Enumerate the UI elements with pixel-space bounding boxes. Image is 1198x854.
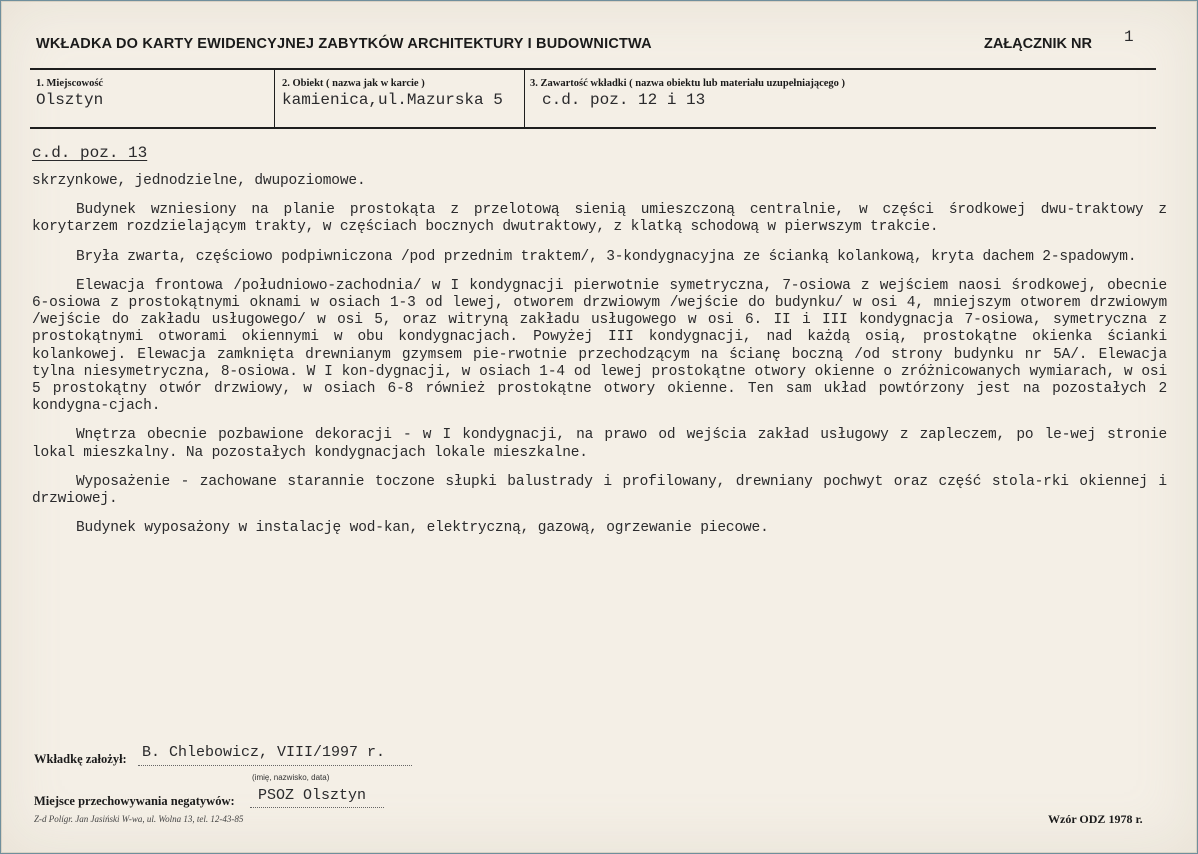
locality-value: Olsztyn [36,91,104,109]
annex-label: ZAŁĄCZNIK NR [984,36,1092,52]
contents-label: 3. Zawartość wkładki ( nazwa obiektu lub materiału uzupełniającego ) [530,78,846,89]
paragraph-1: skrzynkowe, jednodzielne, dwupoziomowe. [32,173,366,189]
paragraph-7: Budynek wyposażony w instalację wod-kan, elektryczną, gazową, ogrzewanie piecowe. [76,520,769,537]
author-value: B. Chlebowicz, VIII/1997 r. [142,744,386,761]
column-divider-2 [524,68,525,127]
object-label: 2. Obiekt ( nazwa jak w karcie ) [282,78,425,89]
top-rule [30,68,1156,70]
negatives-value: PSOZ Olsztyn [258,787,367,804]
form-title: WKŁADKA DO KARTY EWIDENCYJNEJ ZABYTKÓW ARCHITEKTURY I BUDOWNICTWA [36,36,652,52]
bottom-rule [30,127,1156,129]
column-divider-1 [274,68,275,127]
form-id: Wzór ODZ 1978 r. [1048,812,1143,826]
paragraph-3: Bryła zwarta, częściowo podpiwniczona /pod przednim traktem/, 3-kondygnacyjna ze ścianką kolankową, kryta dachem 2-spadowym. [76,248,1137,265]
locality-label: 1. Miejscowość [36,78,104,89]
printer-note: Z-d Polígr. Jan Jasiński W-wa, ul. Wolna 13, tel. 12-43-85 [34,814,244,824]
record-card [1,1,1197,853]
description-text [32,173,1167,549]
negatives-label: Miejsce przechowywania negatywów: [34,794,235,808]
author-dotted-line [138,765,412,766]
contents-value: c.d. poz. 12 i 13 [542,91,706,109]
annex-number: 1 [1124,28,1134,46]
paragraph-4: Elewacja frontowa /południowo-zachodnia/ w I kondygnacji pierwotnie symetryczna, 7-osiowa z wejściem naosi środkowej, obecnie 6-osiowa z prostokątnymi oknami w osiach 1-3 od lewej, otworem drzwiowym /wejście do budynku/ w osi 4, mniejszym otworem drzwiowym /wejście do zakładu usługowego/ w osi 5, oraz witryną zakładu usługowego w osi 6. II i III kondygnacja 7-osiowa, symetryczna z prostokątnymi otworami okiennymi w obu kondygnacjach. Powyżej III kondygnacji, nad każdą osią, prostokątne okienka ścianki kolankowej. Elewacja zamknięta drewnianym gzymsem pie-rwotnie przechodzącym na ścianę boczną /od strony budynku nr 5A/. Elewacja tylna niesymetryczna, 8-osiowa. W I kon-dygnacji, w osiach 1-4 od lewej prostokątne otwory okienne o zróżnicowanych wymiarach, w osi 5 prostokątny otwór drzwiowy, w osiach 6-8 również prostokątne otwory okienne. Ten sam układ powtórzony jest na pozostałych 2 kondygna-cjach. [32,277,1167,415]
paragraph-2: Budynek wzniesiony na planie prostokąta z przelotową sienią umieszczoną centralnie, w części środkowej dwu-traktowy z korytarzem rozdzielającym trakty, w częściach bocznych dwutraktowy, z klatką schodową w pierwszym trakcie. [32,202,1167,236]
continuation-heading: c.d. poz. 13 [32,144,148,162]
author-label: Wkładkę założył: [34,752,127,766]
author-hint: (imię, nazwisko, data) [252,773,330,782]
paragraph-6: Wyposażenie - zachowane starannie toczone słupki balustrady i profilowany, drewniany pochwyt oraz część stola-rki okiennej i drzwiowej. [32,473,1167,508]
object-value: kamienica,ul.Mazurska 5 [282,91,503,109]
paragraph-5: Wnętrza obecnie pozbawione dekoracji - w I kondygnacji, na prawo od wejścia zakład usługowy z zapleczem, po le-wej stronie lokal mieszkalny. Na pozostałych kondygnacjach lokale mieszkalne. [32,427,1167,461]
negatives-dotted-line [250,807,384,808]
